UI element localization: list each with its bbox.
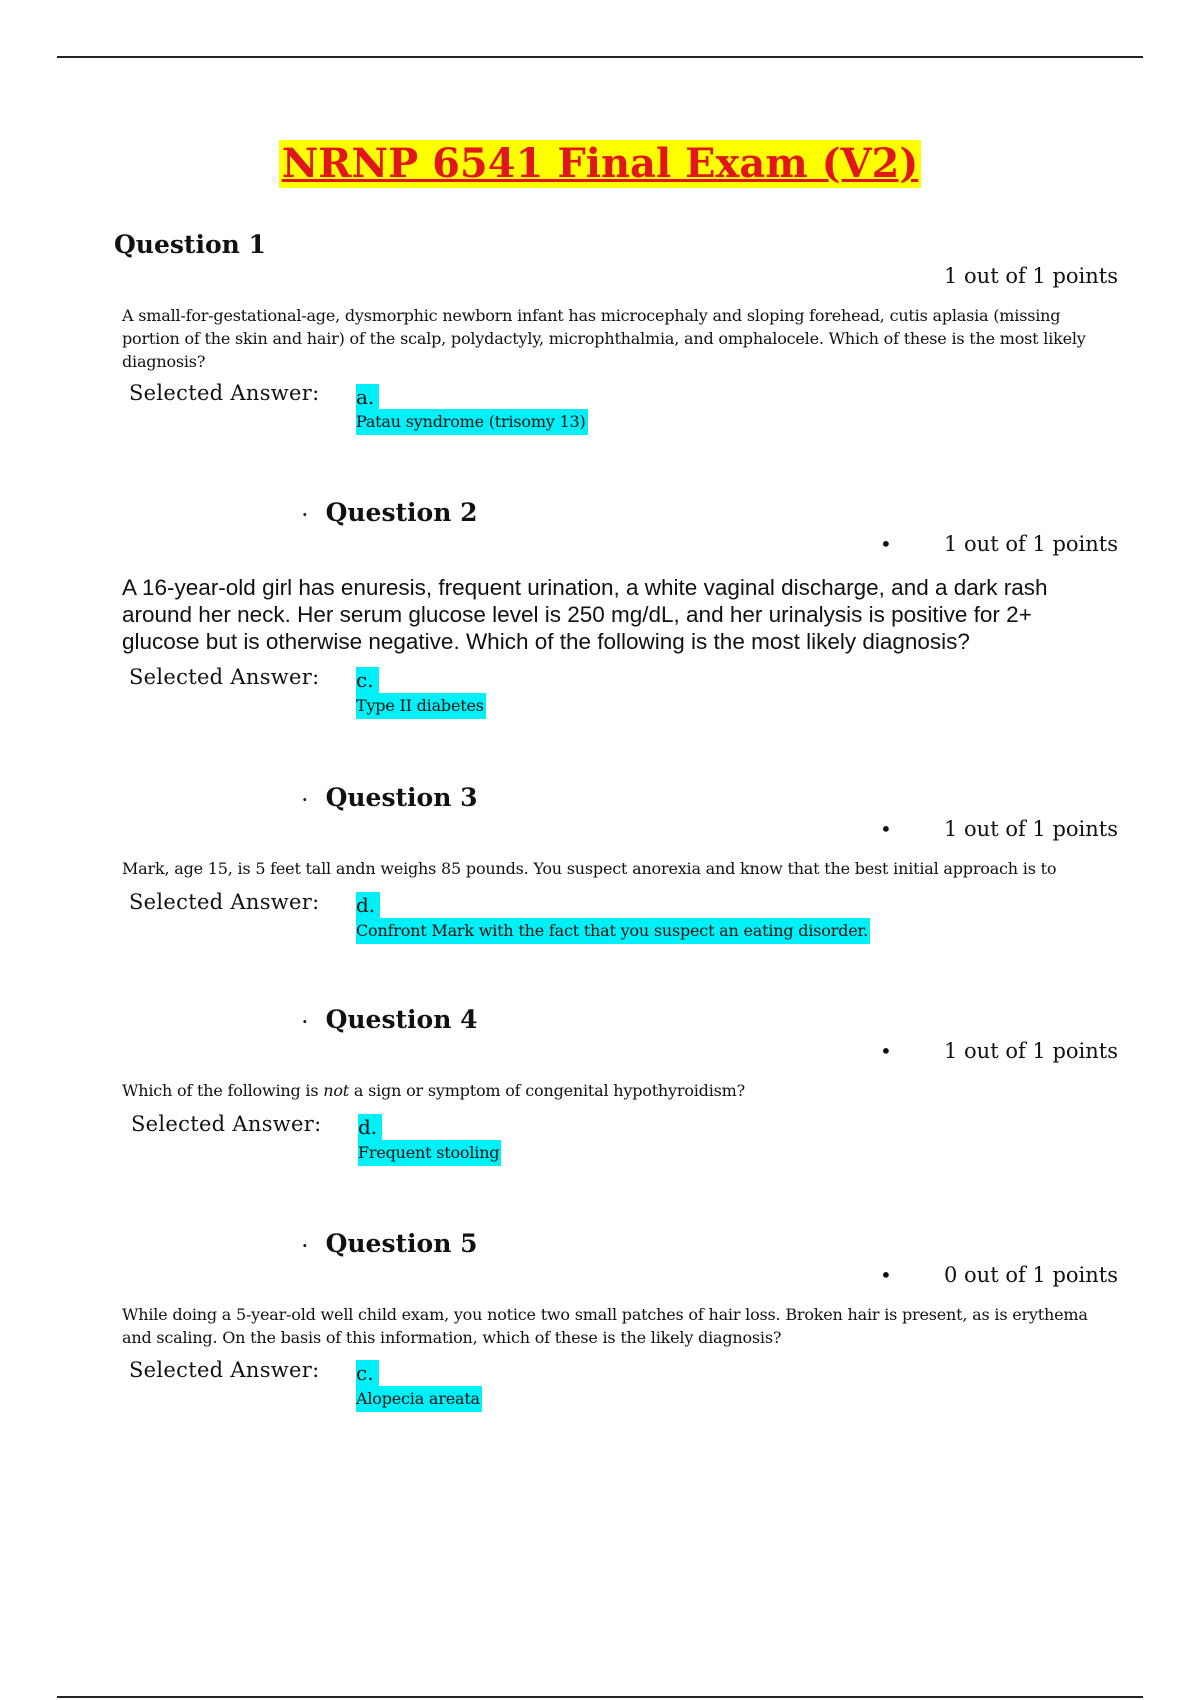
answer-text: Patau syndrome (trisomy 13) bbox=[356, 409, 588, 435]
selected-answer-label: Selected Answer: bbox=[129, 381, 320, 405]
question-heading-row bbox=[302, 1228, 478, 1262]
answer-letter: d. bbox=[358, 1114, 382, 1140]
question-points: 1 out of 1 points bbox=[944, 264, 1118, 288]
question-prompt bbox=[122, 1079, 1112, 1102]
bullet-icon: • bbox=[880, 1039, 892, 1063]
answer-text: Frequent stooling bbox=[358, 1140, 501, 1166]
question-points: 1 out of 1 points bbox=[944, 1039, 1118, 1063]
question-heading: Question 3 bbox=[325, 783, 478, 812]
question-prompt: Mark, age 15, is 5 feet tall andn weighs 85 pounds. You suspect anorexia and know that the best initial approach is to bbox=[122, 859, 1057, 878]
answer-letter: c. bbox=[356, 1360, 379, 1386]
bullet-icon: • bbox=[880, 1263, 892, 1287]
question-prompt: A 16-year-old girl has enuresis, frequent urination, a white vaginal discharge, and a dark rash around her neck. Her serum glucose level is 250 mg/dL, and her urinalysis is positive for 2+ glucose but is otherwise negative. Which of the following is the most likely diagnosis? bbox=[122, 575, 1048, 654]
question-heading-row bbox=[302, 782, 478, 816]
question-points: 0 out of 1 points bbox=[944, 1263, 1118, 1287]
top-rule bbox=[57, 56, 1143, 58]
prompt-text-before: Which of the following is bbox=[122, 1081, 324, 1100]
bullet-icon: • bbox=[880, 532, 892, 556]
question-heading: Question 2 bbox=[325, 498, 478, 527]
bullet-dot-icon: · bbox=[302, 1011, 308, 1031]
bullet-dot-icon: · bbox=[302, 504, 308, 524]
question-points: 1 out of 1 points bbox=[944, 817, 1118, 841]
question-heading-row bbox=[302, 1004, 478, 1038]
bottom-rule bbox=[57, 1696, 1143, 1698]
selected-answer-label: Selected Answer: bbox=[131, 1112, 322, 1136]
question-heading: Question 1 bbox=[114, 230, 266, 259]
prompt-emphasis: not bbox=[323, 1081, 350, 1100]
question-heading: Question 4 bbox=[325, 1005, 478, 1034]
selected-answer-label: Selected Answer: bbox=[129, 890, 320, 914]
title-block bbox=[0, 140, 1200, 188]
question-heading: Question 5 bbox=[325, 1229, 478, 1258]
answer-letter: c. bbox=[356, 667, 379, 693]
answer-text: Type II diabetes bbox=[356, 693, 486, 719]
question-heading-row bbox=[302, 497, 478, 531]
prompt-text-after: a sign or symptom of congenital hypothyroidism? bbox=[349, 1081, 745, 1100]
selected-answer-label: Selected Answer: bbox=[129, 665, 320, 689]
question-prompt: While doing a 5-year-old well child exam, you notice two small patches of hair loss. Broken hair is present, as is erythema and scaling. On the basis of this information, which of these is the likely diagnosis? bbox=[122, 1305, 1088, 1347]
answer-text: Confront Mark with the fact that you suspect an eating disorder. bbox=[356, 918, 870, 944]
answer-letter: d. bbox=[356, 892, 380, 918]
selected-answer-label: Selected Answer: bbox=[129, 1358, 320, 1382]
answer-letter: a. bbox=[356, 384, 379, 410]
bullet-dot-icon: · bbox=[302, 1235, 308, 1255]
bullet-dot-icon: · bbox=[302, 789, 308, 809]
page-title: NRNP 6541 Final Exam (V2) bbox=[279, 140, 922, 188]
question-points: 1 out of 1 points bbox=[944, 532, 1118, 556]
question-prompt: A small-for-gestational-age, dysmorphic newborn infant has microcephaly and sloping forehead, cutis aplasia (missing portion of the skin and hair) of the scalp, polydactyly, microphthalmia, and omphalocele. Which of these is the most likely diagnosis? bbox=[122, 306, 1086, 371]
answer-text: Alopecia areata bbox=[356, 1386, 482, 1412]
bullet-icon: • bbox=[880, 817, 892, 841]
